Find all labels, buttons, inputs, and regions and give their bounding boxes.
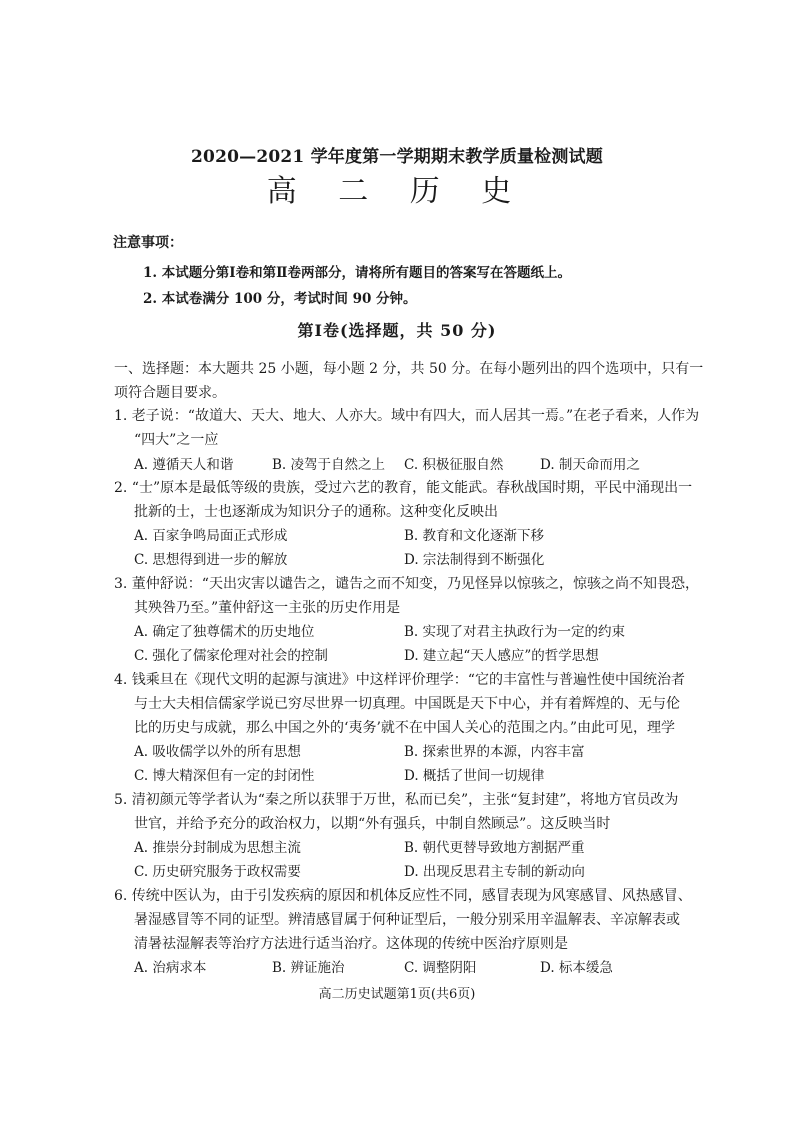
option-c: C. 博大精深但有一定的封闭性 <box>134 768 315 784</box>
question-stem: 清暑祛湿解表等治疗方法进行适当治疗。这体现的传统中医治疗原则是 <box>134 936 568 952</box>
option-d: D. 标本缓急 <box>540 960 613 976</box>
option-b: B. 教育和文化逐渐下移 <box>404 528 545 544</box>
option-c: C. 历史研究服务于政权需要 <box>134 864 301 880</box>
exam-title: 高 二 历 史 <box>266 174 528 209</box>
option-b: B. 探索世界的本源，内容丰富 <box>404 744 585 760</box>
question-stem: 批新的士，士也逐渐成为知识分子的通称。这种变化反映出 <box>134 504 498 520</box>
question-stem: 3. 董仲舒说：“天出灾害以谴告之，谴告之而不知变，乃见怪异以惊骇之，惊骇之尚不知畏恐， <box>114 576 699 592</box>
section-instructions: 项符合题目要求。 <box>114 385 226 401</box>
section-title: 第Ⅰ卷(选择题，共 50 分) <box>297 321 497 340</box>
option-a: A. 百家争鸣局面正式形成 <box>134 528 288 544</box>
option-c: C. 调整阴阳 <box>404 960 477 976</box>
option-c: C. 积极征服自然 <box>404 457 504 473</box>
option-a: A. 推崇分封制成为思想主流 <box>134 840 301 856</box>
option-d: D. 出现反思君主专制的新动向 <box>404 864 585 880</box>
option-a: A. 确定了独尊儒术的历史地位 <box>134 624 315 640</box>
notice-item: 2. 本试卷满分 100 分，考试时间 90 分钟。 <box>143 291 417 307</box>
page-footer: 高二历史试题第1页(共6页) <box>318 987 476 1002</box>
question-stem: 2. “士”原本是最低等级的贵族，受过六艺的教育，能文能武。春秋战国时期，平民中涌现出一 <box>114 480 693 496</box>
question-stem: 比的历史与成就，那么中国之外的‘夷务’就不在中国人关心的范围之内。”由此可见，理学 <box>134 720 676 736</box>
question-stem: 5. 清初颜元等学者认为“秦之所以获罪于万世，私而已矣”，主张“复封建”，将地方官员改为 <box>114 792 679 808</box>
question-stem: 暑湿感冒等不同的证型。辨清感冒属于何种证型后，一般分别采用辛温解表、辛凉解表或 <box>134 912 680 928</box>
notice-item: 1. 本试题分第Ⅰ卷和第Ⅱ卷两部分，请将所有题目的答案写在答题纸上。 <box>143 265 571 281</box>
question-stem: 与士大夫相信儒家学说已穷尽世界一切真理。中国既是天下中心，并有着辉煌的、无与伦 <box>134 696 680 712</box>
exam-subtitle: 2020—2021 学年度第一学期期末教学质量检测试题 <box>191 147 603 167</box>
option-a: A. 吸收儒学以外的所有思想 <box>134 744 301 760</box>
option-b: B. 实现了对君主执政行为一定的约束 <box>404 624 626 640</box>
option-c: C. 强化了儒家伦理对社会的控制 <box>134 648 328 664</box>
option-d: D. 概括了世间一切规律 <box>404 768 545 784</box>
option-a: A. 遵循天人和谐 <box>134 457 234 473</box>
question-stem: 4. 钱乘旦在《现代文明的起源与演进》中这样评价理学：“它的丰富性与普遍性使中国统治者 <box>114 672 685 688</box>
option-d: D. 制天命而用之 <box>540 457 640 473</box>
question-stem: 世官，并给予充分的政治权力，以期“外有强兵，中制自然顾忌”。这反映当时 <box>134 816 611 832</box>
notice-heading: 注意事项： <box>113 235 183 251</box>
option-c: C. 思想得到进一步的解放 <box>134 552 288 568</box>
option-d: D. 建立起“天人感应”的哲学思想 <box>404 648 599 664</box>
question-stem: 6. 传统中医认为，由于引发疾病的原因和机体反应性不同，感冒表现为风寒感冒、风热感冒、 <box>114 888 692 904</box>
option-b: B. 朝代更替导致地方割据严重 <box>404 840 585 856</box>
question-stem: “四大”之一应 <box>134 432 219 448</box>
option-b: B. 凌驾于自然之上 <box>272 457 386 473</box>
question-stem: 1. 老子说：“故道大、天大、地大、人亦大。域中有四大，而人居其一焉。”在老子看来，人作为 <box>114 408 700 424</box>
option-a: A. 治病求本 <box>134 960 207 976</box>
question-stem: 其殃咎乃至。”董仲舒这一主张的历史作用是 <box>134 600 401 616</box>
section-instructions: 一、选择题：本大题共 25 小题，每小题 2 分，共 50 分。在每小题列出的四个选项中，只有一 <box>114 361 704 377</box>
option-b: B. 辨证施治 <box>272 960 345 976</box>
option-d: D. 宗法制得到不断强化 <box>404 552 545 568</box>
